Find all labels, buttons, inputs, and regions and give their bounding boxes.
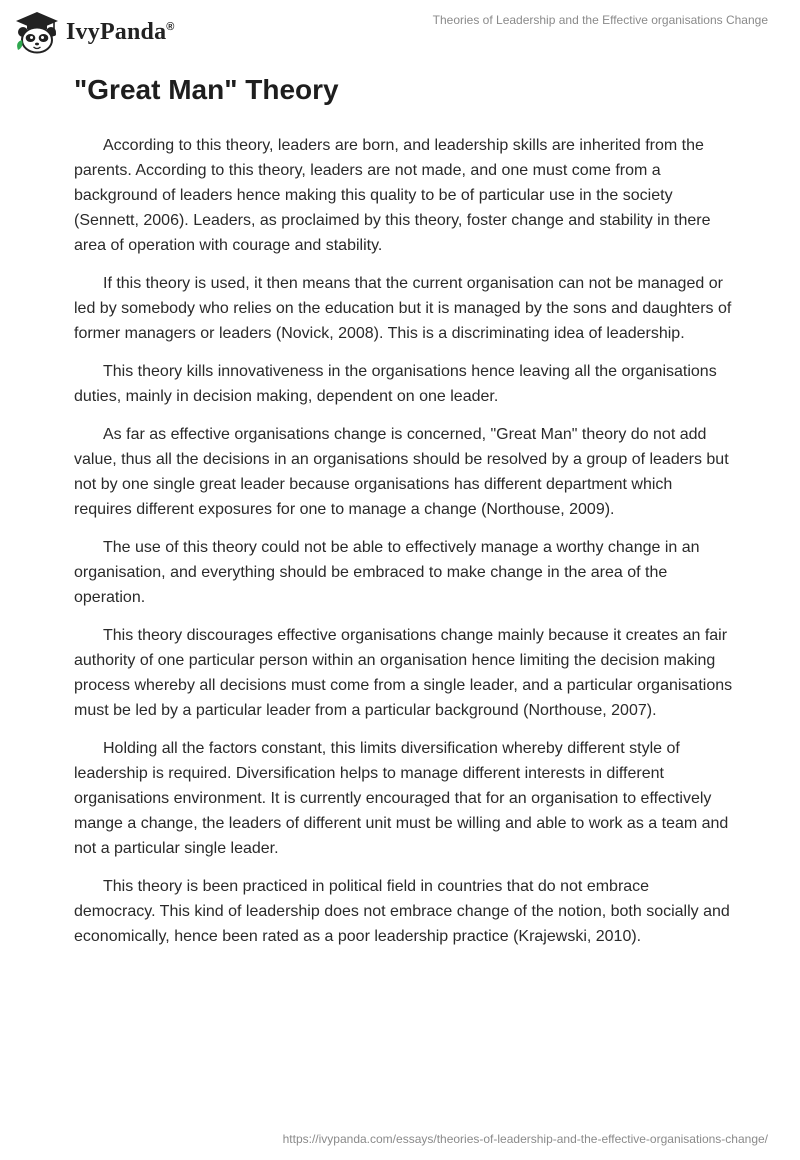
registered-mark: ®: [166, 20, 175, 33]
source-url[interactable]: https://ivypanda.com/essays/theories-of-leadership-and-the-effective-organisations-change/: [282, 1132, 768, 1146]
section-heading: "Great Man" Theory: [74, 74, 339, 105]
paragraph: This theory is been practiced in political field in countries that do not embrace democracy. This kind of leadership does not embrace change of the notion, both socially and economically, hence been rated as a poor leadership practice (Krajewski, 2010).: [74, 878, 730, 945]
paragraph: According to this theory, leaders are born, and leadership skills are inherited from the parents. According to this theory, leaders are not made, and one must come from a background of leaders hence making this quality to be of particular use in the society (Sennett, 2006). Leaders, as proclaimed by this theory, foster change and stability in there area of operation with courage and stability.: [74, 137, 711, 254]
brand-name: IvyPanda®: [66, 18, 175, 45]
paragraph: This theory discourages effective organisations change mainly because it creates an fair authority of one particular person within an organisation hence limiting the decision making process whereby all decisions must come from a single leader, and a particular organisations must be led by a particular leader from a particular background (Northouse, 2007).: [74, 627, 733, 719]
paragraph: The use of this theory could not be able to effectively manage a worthy change in an organisation, and everything should be embraced to make change in the area of the operation.: [74, 539, 700, 606]
page-header: [0, 0, 800, 62]
paragraph: Holding all the factors constant, this limits diversification whereby different style of leadership is required. Diversification helps to manage different interests in different organisations environment. It is currently encouraged that for an organisation to effectively mange a change, the leaders of different unit must be willing and able to work as a team and not a particular single leader.: [74, 740, 729, 857]
panda-mascot-icon: [14, 10, 60, 54]
paragraph: If this theory is used, it then means that the current organisation can not be managed or led by somebody who relies on the education but it is managed by the sons and daughters of former managers or leaders (Novick, 2008). This is a discriminating idea of leadership.: [74, 275, 732, 342]
document-title: Theories of Leadership and the Effective organisations Change: [432, 13, 768, 27]
paragraph: This theory kills innovativeness in the organisations hence leaving all the organisations duties, mainly in decision making, dependent on one leader.: [74, 363, 717, 405]
essay-body: [74, 133, 734, 962]
brand-logo[interactable]: [14, 10, 175, 54]
paragraph: As far as effective organisations change is concerned, "Great Man" theory do not add value, thus all the decisions in an organisations should be resolved by a group of leaders but not by one single great leader because organisations has different department which requires different exposures for one to manage a change (Northouse, 2009).: [74, 426, 729, 518]
